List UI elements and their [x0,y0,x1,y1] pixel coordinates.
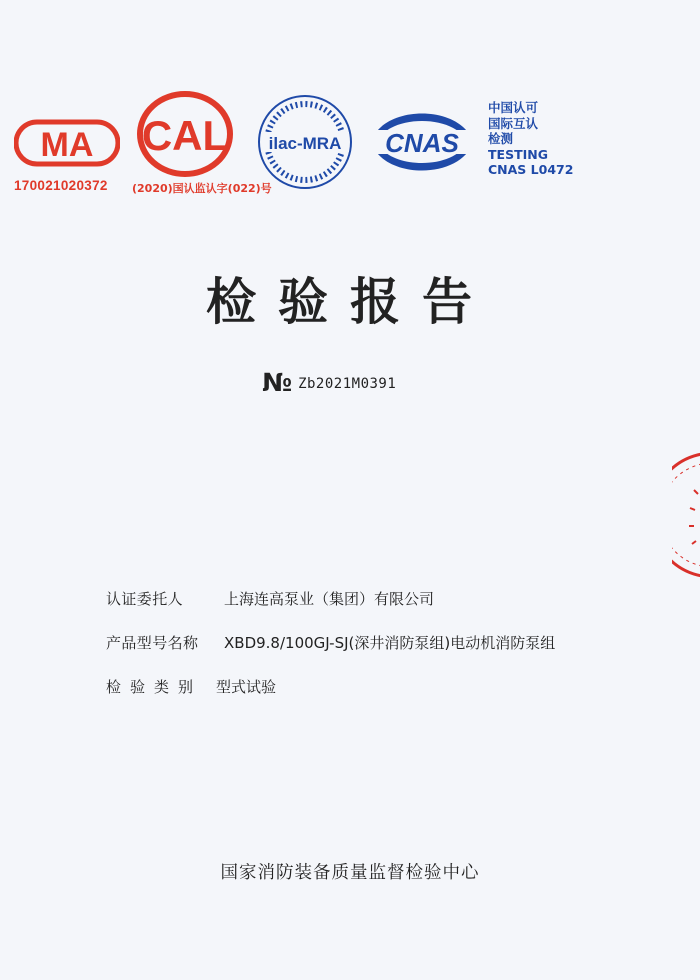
issuing-organization: 国家消防装备质量监督检验中心 [220,863,480,883]
ilac-mra-logo [255,92,355,192]
product-value: XBD9.8/100GJ-SJ(深井消防泵组)电动机消防泵组 [224,633,556,652]
cnas-line: 国际互认 [488,115,539,131]
cnas-line: 检测 [488,131,514,146]
cma-logo-text: MA [40,126,94,164]
cal-certification-logo [136,90,234,178]
cnas-line: CNAS L0472 [488,162,574,177]
info-row-product [106,620,696,664]
test-type-value: 型式试验 [216,677,277,696]
cal-number: (2020)国认监认字(022)号 [132,182,272,195]
test-type-label: 检验类别 [106,677,203,696]
report-number-value: Zb2021M0391 [298,376,397,392]
cnas-accreditation-text [488,100,573,178]
product-label: 产品型号名称 [106,633,199,652]
client-label: 认证委托人 [106,589,184,608]
info-row-client [106,576,696,620]
cnas-line: TESTING [488,146,548,162]
report-number [262,368,396,397]
number-sign: № [262,368,293,397]
ilac-logo-text: ilac-MRA [268,134,342,153]
info-row-type [106,664,696,708]
cnas-logo-text: CNAS [385,128,459,158]
client-value: 上海连高泵业（集团）有限公司 [224,589,435,608]
cal-logo-text: CAL [141,112,229,159]
cnas-line: 中国认可 [488,100,539,115]
certification-logos [10,90,700,200]
report-info [106,576,696,708]
cma-number: 170021020372 [14,178,108,193]
red-seal-stamp [672,450,700,580]
cnas-logo [363,100,481,184]
cma-certification-logo [14,118,120,168]
report-title: 检验报告 [206,272,494,331]
